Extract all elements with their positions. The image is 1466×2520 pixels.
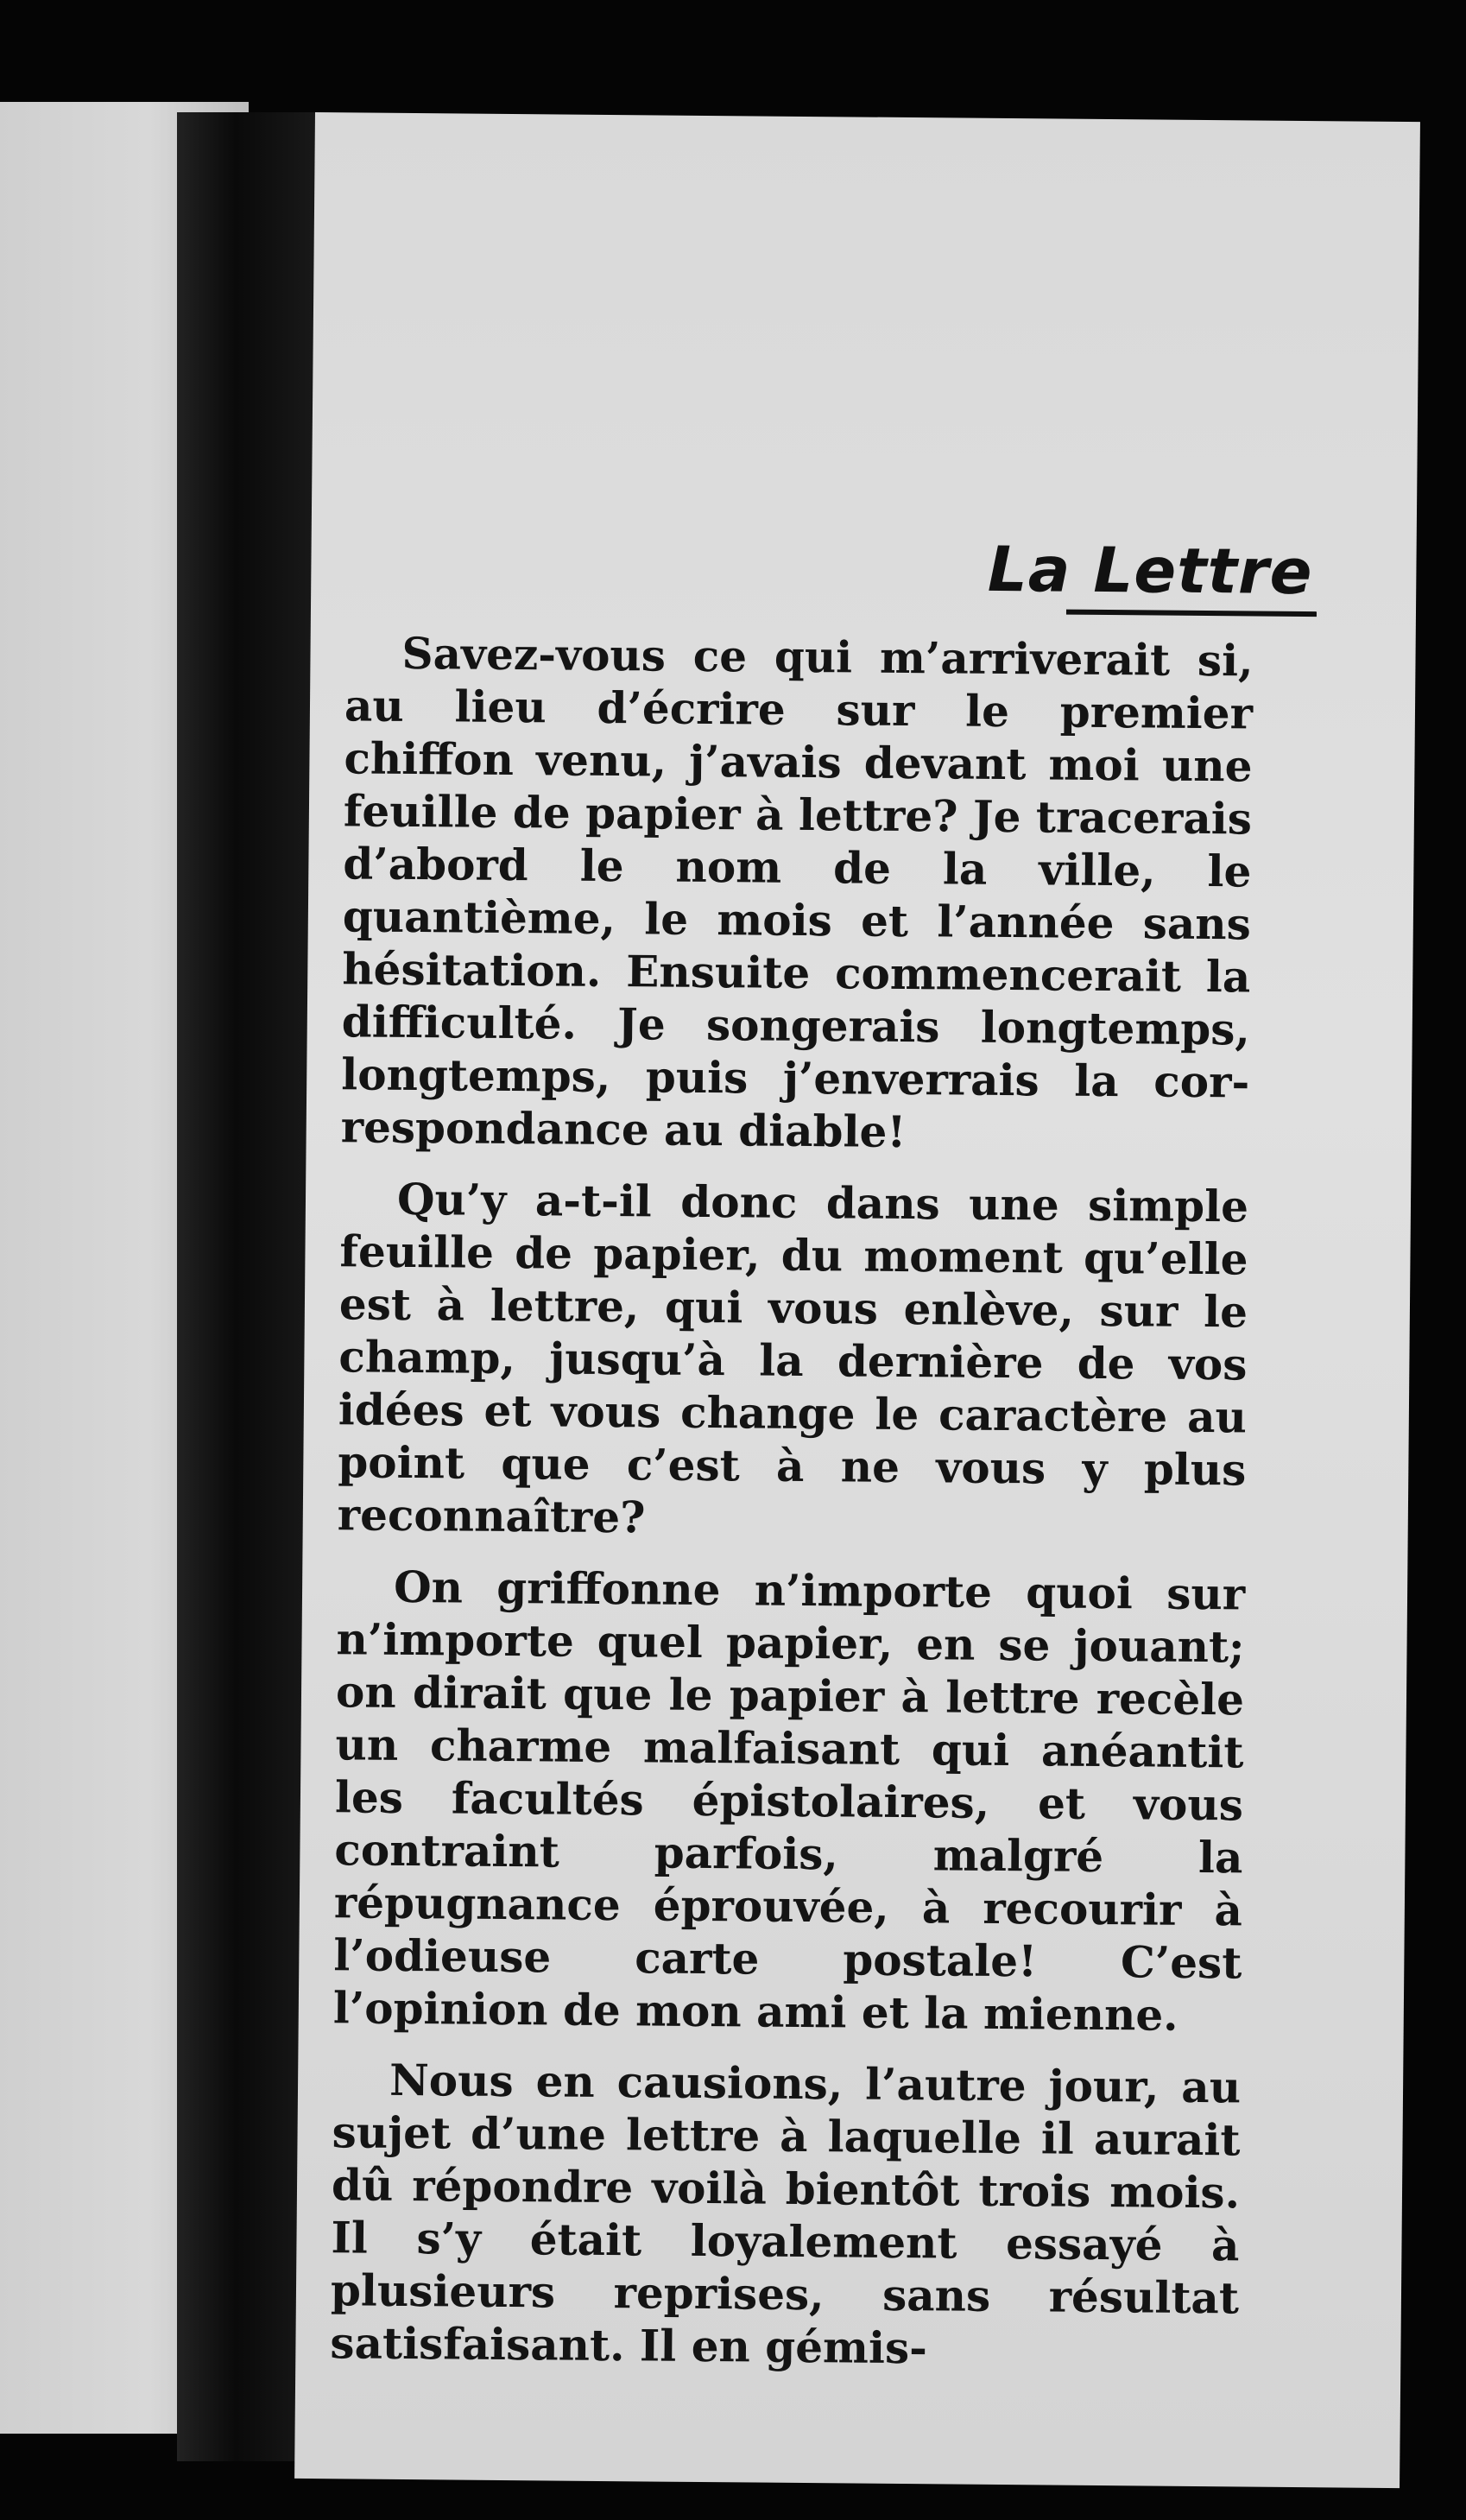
paragraph-1: Savez-vous ce qui m’arriverait si, au lieu d’écrire sur le premier chiffon venu, j’avais devant moi une feuille de papier à lettre? Je tracerais d’abord le nom de la ville, le quantième, le mois et l’année sans hésitation. Ensuite commencerait la difficulté. Je songerais longtemps, longtemps, puis j’enverrais la correspondance au diable! [340,627,1254,1158]
title-underline [1066,610,1317,617]
paragraph-2: Qu’y a-t-il donc dans une simple feuille de papier, du moment qu’elle est à lettre, qui vous enlève, sur le champ, jusqu’à la dernière de vos idées et vous change le caractère au point que c’est à ne vous y plus reconnaître? [337,1173,1249,1543]
paragraph-3: On griffonne n’importe quoi sur n’importe quel papier, en se jouant; on dirait que le papier à lettre recèle un charme malfaisant qui anéantit les facultés épistolaires, et vous contraint parfois, malgré la répugnance éprouvée, à recourir à l’odieuse carte postale! C’est l’opinion de mon ami et la mienne. [332,1561,1246,2041]
paragraph-4: Nous en causions, l’autre jour, au sujet d’une lettre à laquelle il aurait dû répondre voilà bientôt trois mois. Il s’y était loyalement essayé à plusieurs reprises, sans résultat satisfaisant. Il en gémis- [330,2054,1242,2374]
page-title: La Lettre [987,532,1313,609]
book-page [294,112,1420,2488]
body-text [330,626,1254,2396]
